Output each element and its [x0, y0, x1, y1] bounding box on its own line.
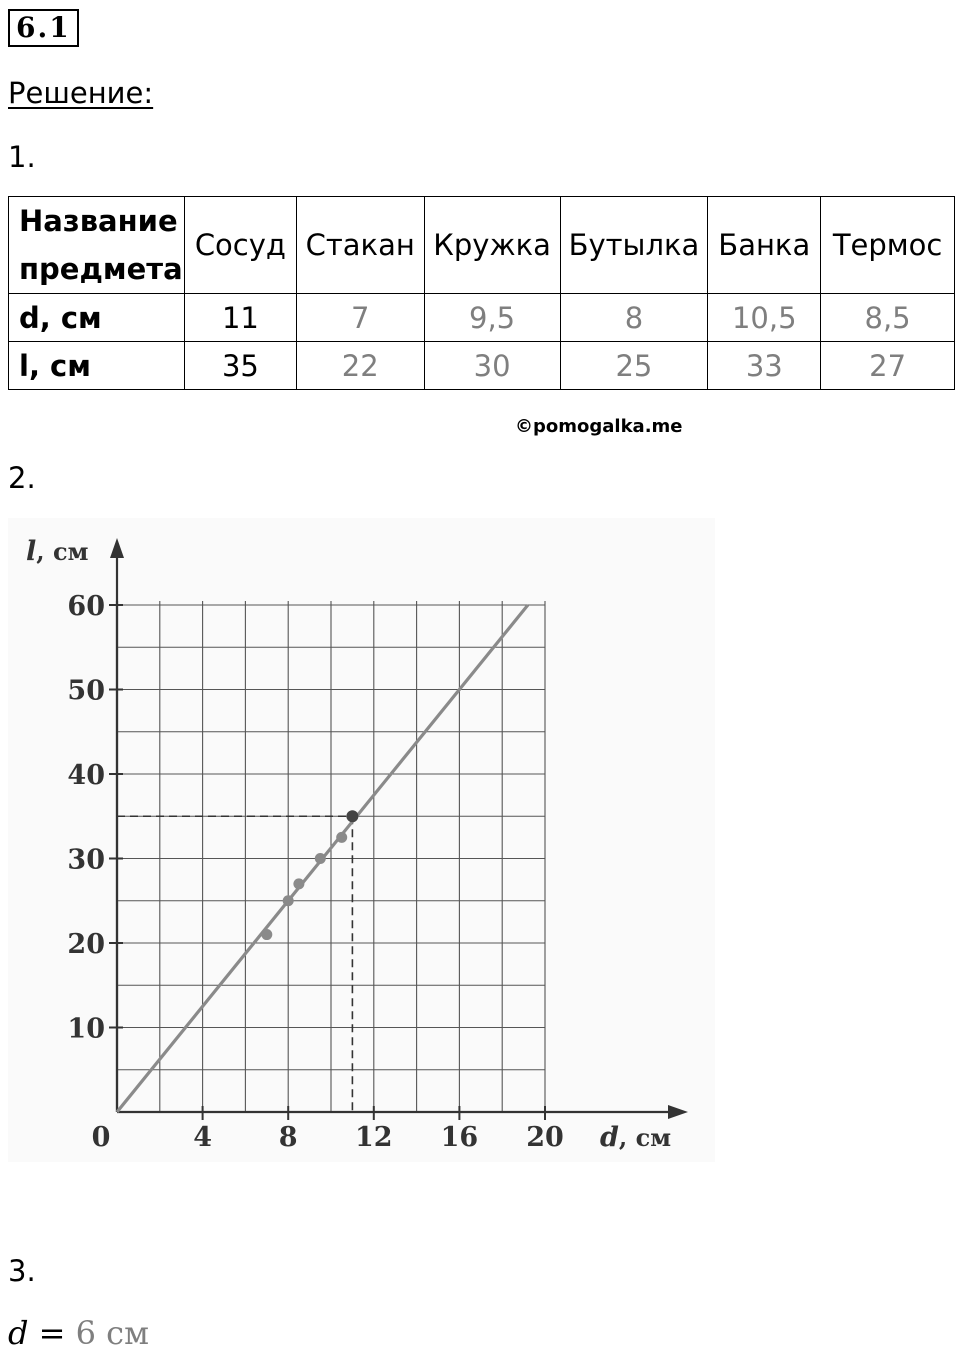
- watermark: ©pomogalka.me: [515, 416, 683, 437]
- y-axis-label: l, см: [26, 536, 89, 567]
- table-cell: 8,5: [821, 294, 955, 342]
- row-label-d: d, см: [9, 294, 185, 342]
- table-row-d: [9, 294, 955, 342]
- measurement-table: [8, 196, 955, 390]
- data-point: [346, 810, 358, 822]
- x-tick-label: 4: [193, 1122, 212, 1153]
- y-tick-label: 20: [67, 929, 105, 960]
- table-cell: 9,5: [424, 294, 560, 342]
- y-tick-label: 30: [67, 844, 105, 876]
- data-point: [283, 895, 294, 906]
- table-cell: 7: [296, 294, 424, 342]
- item-header: Банка: [708, 197, 821, 294]
- table-cell: 22: [296, 342, 424, 390]
- x-axis-label: d, см: [600, 1122, 672, 1153]
- table-cell: 30: [424, 342, 560, 390]
- table-cell: 8: [560, 294, 708, 342]
- item-header: Сосуд: [184, 197, 296, 294]
- item-header: Стакан: [296, 197, 424, 294]
- data-point: [261, 929, 272, 940]
- y-tick-label: 40: [67, 760, 105, 791]
- y-tick-label: 10: [67, 1013, 105, 1045]
- table-header-row: [9, 197, 955, 294]
- table-cell: 35: [184, 342, 296, 390]
- table-cell: 33: [708, 342, 821, 390]
- task-number: 6.1: [8, 9, 79, 47]
- item-header: Кружка: [424, 197, 560, 294]
- row-label-l: l, см: [9, 342, 185, 390]
- step-2-label: 2.: [8, 461, 36, 495]
- data-point: [336, 832, 347, 843]
- y-axis-arrow-icon: [110, 538, 124, 558]
- x-tick-label: 16: [440, 1122, 479, 1153]
- data-point: [293, 878, 304, 889]
- x-tick-label: 0: [91, 1122, 111, 1153]
- item-header: Бутылка: [560, 197, 708, 294]
- table-row-l: [9, 342, 955, 390]
- chart-container: [8, 518, 715, 1162]
- answer-equals: =: [28, 1314, 76, 1352]
- table-cell: 25: [560, 342, 708, 390]
- answer-variable: d: [8, 1314, 29, 1352]
- x-tick-label: 20: [526, 1122, 564, 1153]
- item-name-header-line1: Название: [19, 204, 178, 238]
- answer: [8, 1314, 149, 1352]
- x-tick-label: 8: [278, 1122, 298, 1153]
- y-tick-label: 60: [67, 591, 105, 622]
- step-3-label: 3.: [8, 1254, 36, 1288]
- table-cell: 10,5: [708, 294, 821, 342]
- x-tick-label: 12: [355, 1122, 393, 1153]
- item-name-header: [9, 197, 185, 294]
- answer-value: 6 см: [75, 1314, 149, 1352]
- solution-heading: Решение:: [8, 76, 154, 110]
- table-cell: 27: [821, 342, 955, 390]
- x-axis-arrow-icon: [668, 1105, 688, 1119]
- table-cell: 11: [184, 294, 296, 342]
- item-name-header-line2: предмета: [19, 252, 183, 286]
- l-vs-d-chart: [8, 518, 715, 1162]
- y-tick-label: 50: [67, 675, 105, 707]
- step-1-label: 1.: [8, 140, 36, 174]
- item-header: Термос: [821, 197, 955, 294]
- data-point: [315, 853, 326, 864]
